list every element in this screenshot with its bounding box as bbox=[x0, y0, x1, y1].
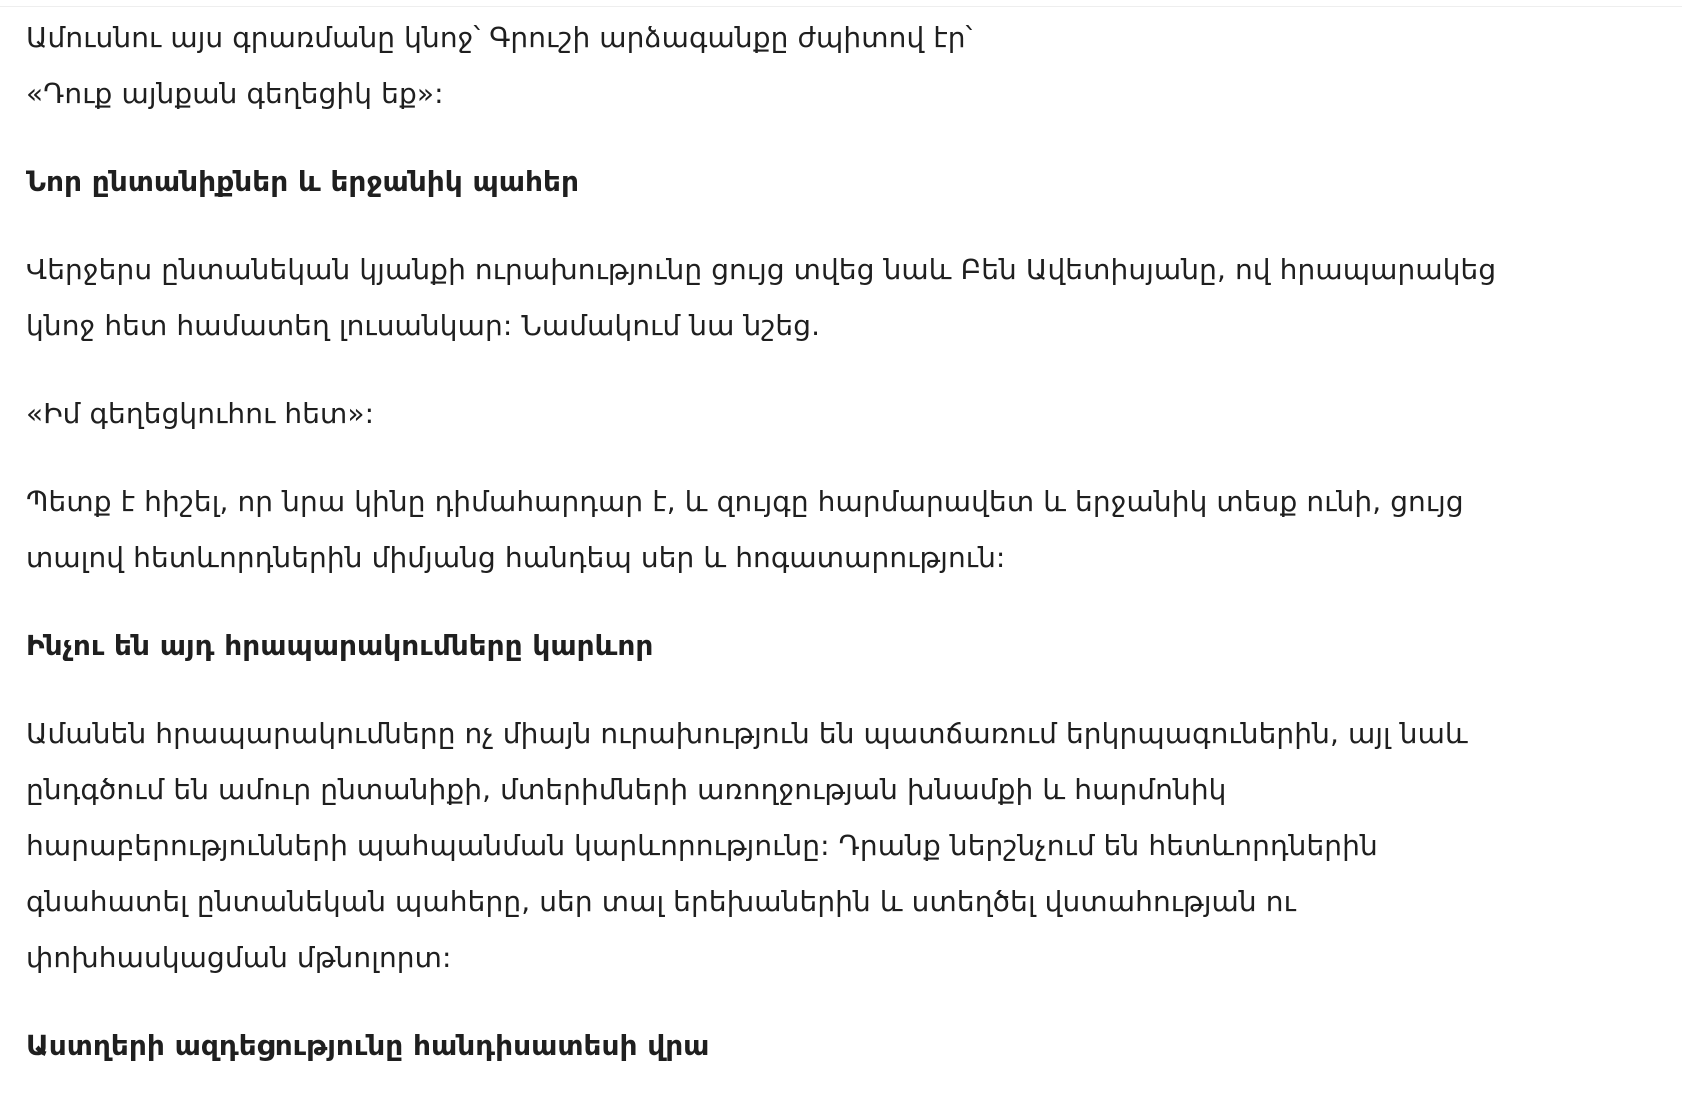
paragraph-line: հարաբերությունների պահպանման կարևորությունը: Դրանք ներշնչում են հետևորդներին bbox=[26, 829, 1378, 862]
section-heading-star-influence: Աստղերի ազդեցությունը հանդիսատեսի վրա bbox=[26, 1029, 710, 1062]
paragraph-line: գնահատել ընտանեկան պահերը, սեր տալ երեխաներին և ստեղծել վստահության ու bbox=[26, 885, 1296, 918]
section-heading-new-families: Նոր ընտանիքներ և երջանիկ պահեր bbox=[26, 165, 579, 198]
paragraph-makeup-artist bbox=[26, 474, 1626, 586]
article-body bbox=[26, 10, 1626, 1106]
paragraph-line: տալով հետևորդներին միմյանց հանդեպ սեր և հոգատարություն: bbox=[26, 541, 1006, 574]
paragraph-importance bbox=[26, 706, 1626, 986]
paragraph-ben-avetisyan bbox=[26, 242, 1626, 354]
paragraph-line: «Դուք այնքան գեղեցիկ եք»: bbox=[26, 77, 444, 110]
paragraph-line: կնոջ հետ համատեղ լուսանկար: Նամակում նա նշեց. bbox=[26, 309, 821, 342]
paragraph-line: ընդգծում են ամուր ընտանիքի, մտերիմների առողջության խնամքի և հարմոնիկ bbox=[26, 773, 1227, 806]
paragraph-line: Վերջերս ընտանեկան կյանքի ուրախությունը ցույց տվեց նաև Բեն Ավետիսյանը, ով հրապարակեց bbox=[26, 253, 1497, 286]
quote-paragraph bbox=[26, 386, 1626, 442]
paragraph-line: փոխհասկացման մթնոլորտ: bbox=[26, 941, 452, 974]
section-heading-why-important: Ինչու են այդ հրապարակումները կարևոր bbox=[26, 629, 654, 662]
paragraph-line: Ամուսնու այս գրառմանը կնոջ՝ Գրուշի արձագանքը ժպիտով էր՝ bbox=[26, 21, 973, 54]
quote-line: «Իմ գեղեցկուհու հետ»: bbox=[26, 397, 375, 430]
paragraph-line: Ամանեն հրապարակումները ոչ միայն ուրախություն են պատճառում երկրպագուներին, այլ նաև bbox=[26, 717, 1468, 750]
paragraph-line: Պետք է հիշել, որ նրա կինը դիմահարդար է, և զույգը հարմարավետ և երջանիկ տեսք ունի, ցույց bbox=[26, 485, 1464, 518]
intro-paragraph bbox=[26, 10, 1626, 122]
top-divider bbox=[0, 6, 1682, 7]
